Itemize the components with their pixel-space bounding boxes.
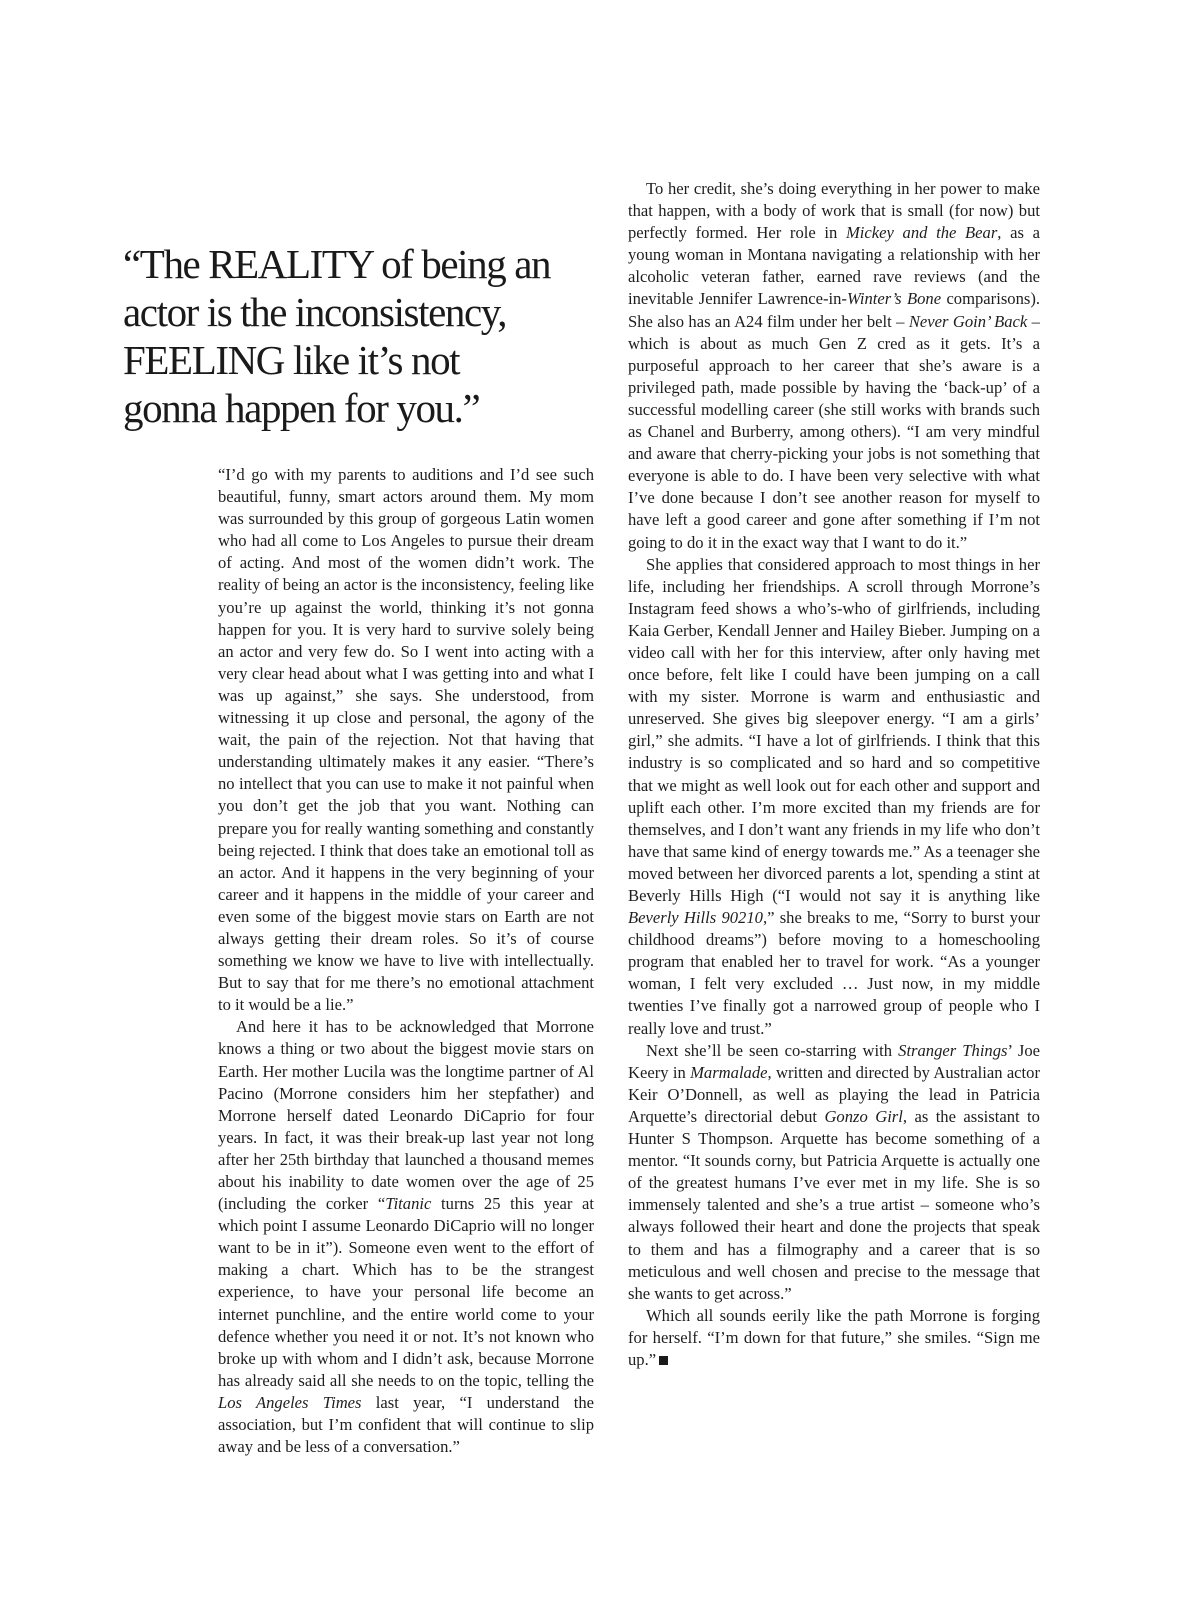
title-never-goin-back: Never Goin’ Back [908, 311, 1028, 331]
body-paragraph-final [628, 1305, 1040, 1371]
title-gonzo-girl: Gonzo Girl [824, 1106, 903, 1126]
text-run: She applies that considered approach to most things in her life, including her friendships. A scroll through Morrone’s Instagram feed shows a who’s-who of girlfriends, including Kaia Gerber, Kendall Jenner and Hailey Bieber. Jumping on a video call with her for this interview, after only having met once before, felt like I could have been jumping on a call with my sister. Morrone is warm and enthusiastic and unreserved. She gives big sleepover energy. “I am a girls’ girl,” she admits. “I have a lot of girlfriends. I think that this industry is so complicated and so hard and so competitive that we might as well look out for each other and support and uplift each other. I’m more excited than my friends are for themselves, and I don’t want any friends in my life who don’t have that same kind of energy towards me.” As a teenager she moved between her divorced parents a lot, spending a stint at Beverly Hills High (“I would not say it is anything like [628, 554, 1040, 905]
text-run: Next she’ll be seen co-starring with [646, 1040, 899, 1060]
title-stranger-things: Stranger Things [898, 1040, 1008, 1060]
title-mickey-and-the-bear: Mickey and the Bear [845, 223, 998, 243]
body-paragraph [628, 1040, 1040, 1305]
text-run: comparisons). She also has an A24 film under her belt – [628, 289, 1040, 331]
text-run: last year, “I understand the association, but I’m confident that will continue to slip away and be less of a conversation.” [218, 1392, 594, 1457]
body-paragraph [218, 1016, 594, 1458]
end-mark-icon [659, 1356, 668, 1365]
text-run: , as the assistant to Hunter S Thompson. Arquette has become something of a mentor. “It sounds corny, but Patricia Arquette is actually one of the greatest humans I’ve ever met in my life. She is so immensely talented and she’s a true artist – someone who’s always followed their heart and done the projects that speak to them and has a filmography and a career that is so meticulous and well chosen and precise to the message that she wants to get across.” [628, 1106, 1040, 1303]
title-marmalade: Marmalade [690, 1062, 768, 1082]
text-run: – which is about as much Gen Z cred as it gets. It’s a purposeful approach to her career that she’s aware is a privileged path, made possible by having the ‘back-up’ of a successful modelling career (she still works with brands such as Chanel and Burberry, among others). “I am very mindful and aware that cherry-picking your jobs is not something that everyone is able to do. I have been very selective with what I’ve done because I don’t see another reason for myself to have left a good career and gone after something if I’m not going to do it in the exact way that I want to do it.” [628, 311, 1040, 552]
title-winters-bone: Winter’s Bone [846, 289, 942, 309]
text-run: Which all sounds eerily like the path Morrone is forging for herself. “I’m down for that future,” she smiles. “Sign me up.” [628, 1305, 1040, 1369]
text-run: To her credit, she’s doing everything in her power to make that happen, with a body of work that is small (for now) but perfectly formed. Her role in [628, 179, 1040, 243]
body-paragraph [628, 554, 1040, 1040]
article-column-left [218, 464, 594, 1458]
article-column-right [628, 178, 1040, 1371]
text-run: And here it has to be acknowledged that Morrone knows a thing or two about the biggest movie stars on Earth. Her mother Lucila was the longtime partner of Al Pacino (Morrone considers him her stepfather) and Morrone herself dated Leonardo DiCaprio for four years. In fact, it was their break-up last year not long after her 25th birthday that launched a thousand memes about his inability to date women over the age of 25 (including the corker “ [218, 1017, 594, 1214]
text-run: , written and directed by Australian actor Keir O’Donnell, as well as playing the lead in Patricia Arquette’s directorial debut [628, 1062, 1040, 1126]
pull-quote: “The REALITY of being an actor is the inconsistency, FEELING like it’s not gonna happen for you.” [123, 241, 551, 431]
text-run: turns 25 this year at which point I assume Leonardo DiCaprio will no longer want to be in it”). Someone even went to the effort of making a chart. Which has to be the strangest experience, to have your personal life become an internet punchline, and the entire world come to your defence whether you need it or not. It’s not known who broke up with whom and I didn’t ask, because Morrone has already said all she needs to on the topic, telling the [218, 1194, 595, 1390]
title-titanic: Titanic [385, 1194, 432, 1214]
title-beverly-hills-90210: Beverly Hills 90210 [628, 908, 763, 928]
body-paragraph [628, 178, 1040, 554]
body-paragraph: “I’d go with my parents to auditions and I’d see such beautiful, funny, smart actors around them. My mom was surrounded by this group of gorgeous Latin women who had all come to Los Angeles to pursue their dream of acting. And most of the women didn’t work. The reality of being an actor is the inconsistency, feeling like you’re up against the world, thinking it’s not gonna happen for you. It is very hard to survive solely being an actor and very few do. So I went into acting with a very clear head about what I was getting into and what I was up against,” she says. She understood, from witnessing it up close and personal, the agony of the wait, the pain of the rejection. Not that having that understanding ultimately makes it any easier. “There’s no intellect that you can use to make it not painful when you don’t get the job that you want. Nothing can prepare you for really wanting something and constantly being rejected. I think that does take an emotional toll as an actor. And it happens in the very beginning of your career and it happens in the middle of your career and even some of the biggest movie stars on Earth are not always getting their dream roles. So it’s of course something we know we have to live with intellectually. But to say that for me there’s no emotional attachment to it would be a lie.” [218, 465, 594, 1015]
text-run: ,” she breaks to me, “Sorry to burst your childhood dreams”) before moving to a homeschooling program that enabled her to travel for work. “As a younger woman, I felt very excluded … Just now, in my middle twenties I’ve finally got a narrowed group of people who I really love and trust.” [628, 908, 1040, 1038]
title-los-angeles-times: Los Angeles Times [218, 1392, 362, 1412]
text-run: ’ Joe Keery in [628, 1040, 1040, 1082]
text-run: , as a young woman in Montana navigating a relationship with her alcoholic veteran father, earned rave reviews (and the inevitable Jennifer Lawrence-in- [628, 223, 1040, 309]
